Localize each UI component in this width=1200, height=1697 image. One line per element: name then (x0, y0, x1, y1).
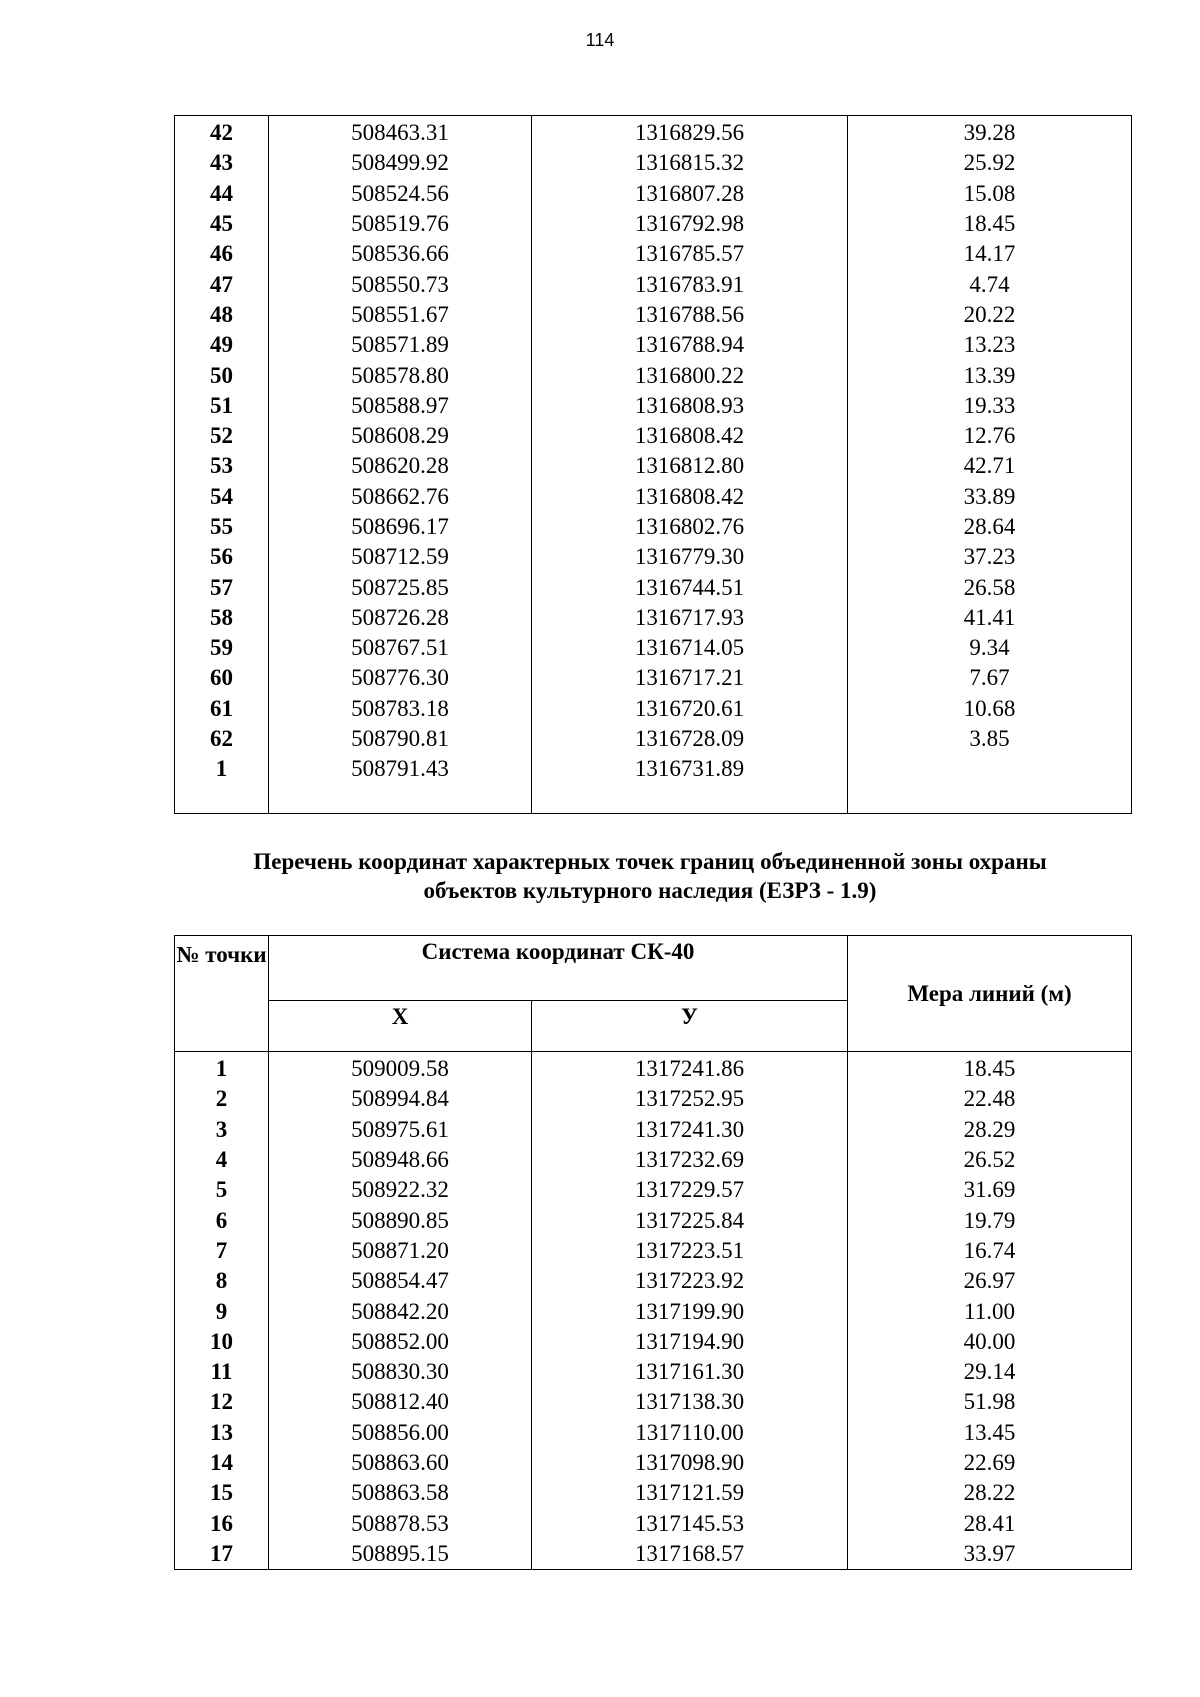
cell-point: 55 (175, 512, 269, 542)
cell-point: 46 (175, 239, 269, 269)
cell-x: 508519.76 (269, 209, 532, 239)
table-row (175, 179, 1132, 209)
cell-length: 25.92 (848, 148, 1132, 178)
cell-point: 17 (175, 1539, 269, 1570)
cell-length: 14.17 (848, 239, 1132, 269)
cell-y: 1316808.42 (532, 482, 848, 512)
table-row (175, 451, 1132, 481)
cell-length: 29.14 (848, 1357, 1132, 1387)
cell-length: 51.98 (848, 1387, 1132, 1417)
table-row (175, 269, 1132, 299)
header-line-length: Мера линий (м) (848, 936, 1132, 1052)
section-title (175, 847, 1125, 905)
table-row (175, 1296, 1132, 1326)
cell-y: 1316720.61 (532, 694, 848, 724)
table-row (175, 1387, 1132, 1417)
cell-length: 19.33 (848, 391, 1132, 421)
cell-y: 1316717.93 (532, 603, 848, 633)
cell-point: 7 (175, 1236, 269, 1266)
cell-point: 43 (175, 148, 269, 178)
cell-point: 9 (175, 1296, 269, 1326)
cell-y: 1317110.00 (532, 1418, 848, 1448)
cell-point: 12 (175, 1387, 269, 1417)
cell-point: 1 (175, 1052, 269, 1085)
cell-x: 508890.85 (269, 1205, 532, 1235)
table-row (175, 1327, 1132, 1357)
cell-y: 1316829.56 (532, 116, 848, 149)
cell-length: 41.41 (848, 603, 1132, 633)
cell-point: 48 (175, 300, 269, 330)
table2-body (175, 1052, 1132, 1570)
cell-point: 50 (175, 360, 269, 390)
cell-point: 59 (175, 633, 269, 663)
table-row (175, 116, 1132, 149)
cell-point: 62 (175, 724, 269, 754)
cell-x: 508791.43 (269, 754, 532, 784)
cell-point: 10 (175, 1327, 269, 1357)
cell-point: 49 (175, 330, 269, 360)
cell-y: 1316714.05 (532, 633, 848, 663)
header-x: X (269, 1001, 532, 1052)
table-row (175, 1508, 1132, 1538)
cell-y: 1317241.30 (532, 1115, 848, 1145)
cell-x: 508499.92 (269, 148, 532, 178)
cell-point: 42 (175, 116, 269, 149)
cell-length: 7.67 (848, 663, 1132, 693)
cell-y: 1317168.57 (532, 1539, 848, 1570)
header-point-number: № точки (175, 936, 269, 1052)
page-number: 114 (585, 30, 615, 50)
cell-x: 508994.84 (269, 1084, 532, 1114)
table-row (175, 1145, 1132, 1175)
table-row (175, 572, 1132, 602)
cell-y: 1317098.90 (532, 1448, 848, 1478)
cell-x: 508812.40 (269, 1387, 532, 1417)
cell-length: 22.48 (848, 1084, 1132, 1114)
cell-y: 1316788.94 (532, 330, 848, 360)
cell-length: 18.45 (848, 209, 1132, 239)
cell-y: 1316788.56 (532, 300, 848, 330)
cell-length: 20.22 (848, 300, 1132, 330)
cell-y: 1316728.09 (532, 724, 848, 754)
cell-length: 42.71 (848, 451, 1132, 481)
cell-y: 1317232.69 (532, 1145, 848, 1175)
cell-x: 508783.18 (269, 694, 532, 724)
cell-x: 508895.15 (269, 1539, 532, 1570)
cell-x: 508776.30 (269, 663, 532, 693)
cell-y: 1317223.51 (532, 1236, 848, 1266)
cell-y: 1316744.51 (532, 572, 848, 602)
cell-x: 508571.89 (269, 330, 532, 360)
cell-length: 22.69 (848, 1448, 1132, 1478)
header-coordinate-system: Система координат СК-40 (269, 936, 848, 1001)
table-row (175, 694, 1132, 724)
cell-x: 508696.17 (269, 512, 532, 542)
cell-length: 16.74 (848, 1236, 1132, 1266)
cell-point: 5 (175, 1175, 269, 1205)
cell-point: 51 (175, 391, 269, 421)
table-row (175, 360, 1132, 390)
cell-y: 1316783.91 (532, 269, 848, 299)
cell-x: 508536.66 (269, 239, 532, 269)
cell-length: 28.22 (848, 1478, 1132, 1508)
cell-length: 10.68 (848, 694, 1132, 724)
cell-x: 508842.20 (269, 1296, 532, 1326)
cell-length: 13.23 (848, 330, 1132, 360)
cell-point: 13 (175, 1418, 269, 1448)
cell-point: 47 (175, 269, 269, 299)
cell-point: 54 (175, 482, 269, 512)
cell-x: 508588.97 (269, 391, 532, 421)
cell-y: 1316731.89 (532, 754, 848, 784)
cell-point: 2 (175, 1084, 269, 1114)
cell-x: 508551.67 (269, 300, 532, 330)
cell-x: 508767.51 (269, 633, 532, 663)
cell-y: 1317241.86 (532, 1052, 848, 1085)
table-row (175, 1478, 1132, 1508)
cell-x: 508620.28 (269, 451, 532, 481)
table-row (175, 1052, 1132, 1085)
cell-y: 1317199.90 (532, 1296, 848, 1326)
cell-x: 508871.20 (269, 1236, 532, 1266)
cell-length: 39.28 (848, 116, 1132, 149)
table-row (175, 512, 1132, 542)
cell-length: 26.58 (848, 572, 1132, 602)
cell-y: 1317121.59 (532, 1478, 848, 1508)
cell-point: 4 (175, 1145, 269, 1175)
table-row (175, 1418, 1132, 1448)
cell-point: 14 (175, 1448, 269, 1478)
table-row (175, 1205, 1132, 1235)
cell-x: 508578.80 (269, 360, 532, 390)
cell-point: 57 (175, 572, 269, 602)
cell-length: 28.64 (848, 512, 1132, 542)
cell-y: 1316808.42 (532, 421, 848, 451)
cell-y: 1316807.28 (532, 179, 848, 209)
cell-y: 1317161.30 (532, 1357, 848, 1387)
cell-x: 508463.31 (269, 116, 532, 149)
cell-x: 508948.66 (269, 1145, 532, 1175)
cell-length: 28.41 (848, 1508, 1132, 1538)
cell-x: 508608.29 (269, 421, 532, 451)
table-row (175, 330, 1132, 360)
cell-x: 508790.81 (269, 724, 532, 754)
cell-x: 508725.85 (269, 572, 532, 602)
table-row (175, 603, 1132, 633)
table-row (175, 724, 1132, 754)
cell-length: 33.97 (848, 1539, 1132, 1570)
cell-point: 45 (175, 209, 269, 239)
cell-x: 508726.28 (269, 603, 532, 633)
cell-y: 1316717.21 (532, 663, 848, 693)
cell-y: 1317225.84 (532, 1205, 848, 1235)
cell-point: 11 (175, 1357, 269, 1387)
cell-length: 13.45 (848, 1418, 1132, 1448)
cell-x: 508662.76 (269, 482, 532, 512)
table-row (175, 482, 1132, 512)
cell-point: 1 (175, 754, 269, 784)
cell-length: 33.89 (848, 482, 1132, 512)
cell-x: 508712.59 (269, 542, 532, 572)
table2-header (175, 936, 1132, 1052)
table-row (175, 1448, 1132, 1478)
cell-point: 6 (175, 1205, 269, 1235)
table-row (175, 239, 1132, 269)
table-row (175, 391, 1132, 421)
cell-point: 61 (175, 694, 269, 724)
cell-y: 1317223.92 (532, 1266, 848, 1296)
table-row (175, 1266, 1132, 1296)
cell-x: 508524.56 (269, 179, 532, 209)
table-row (175, 148, 1132, 178)
table-row (175, 209, 1132, 239)
table-row (175, 1175, 1132, 1205)
coordinates-table-continued (174, 115, 1132, 814)
cell-length: 37.23 (848, 542, 1132, 572)
cell-x: 508550.73 (269, 269, 532, 299)
cell-x: 508878.53 (269, 1508, 532, 1538)
section-title-line2: объектов культурного наследия (ЕЗРЗ - 1.9) (423, 878, 877, 903)
table-row (175, 1357, 1132, 1387)
cell-y: 1317138.30 (532, 1387, 848, 1417)
cell-y: 1316812.80 (532, 451, 848, 481)
cell-y: 1316800.22 (532, 360, 848, 390)
coordinates-table-ezrz (174, 935, 1132, 1570)
cell-length: 28.29 (848, 1115, 1132, 1145)
cell-x: 509009.58 (269, 1052, 532, 1085)
cell-y: 1316815.32 (532, 148, 848, 178)
cell-length: 18.45 (848, 1052, 1132, 1085)
cell-length: 40.00 (848, 1327, 1132, 1357)
cell-length: 19.79 (848, 1205, 1132, 1235)
cell-y: 1316802.76 (532, 512, 848, 542)
table1-body (175, 116, 1132, 785)
cell-length: 4.74 (848, 269, 1132, 299)
table-row (175, 1115, 1132, 1145)
cell-point: 8 (175, 1266, 269, 1296)
table-row (175, 1539, 1132, 1570)
cell-y: 1316792.98 (532, 209, 848, 239)
cell-point: 52 (175, 421, 269, 451)
table-row (175, 421, 1132, 451)
cell-y: 1317252.95 (532, 1084, 848, 1114)
cell-point: 53 (175, 451, 269, 481)
cell-x: 508856.00 (269, 1418, 532, 1448)
cell-length: 13.39 (848, 360, 1132, 390)
header-y: У (532, 1001, 848, 1052)
cell-length: 11.00 (848, 1296, 1132, 1326)
table1-spacer-row (175, 785, 1132, 814)
cell-x: 508975.61 (269, 1115, 532, 1145)
cell-y: 1317194.90 (532, 1327, 848, 1357)
cell-x: 508852.00 (269, 1327, 532, 1357)
cell-length: 12.76 (848, 421, 1132, 451)
cell-point: 15 (175, 1478, 269, 1508)
table-row (175, 1236, 1132, 1266)
section-title-line1: Перечень координат характерных точек границ объединенной зоны охраны (253, 849, 1047, 874)
cell-length: 9.34 (848, 633, 1132, 663)
cell-length: 31.69 (848, 1175, 1132, 1205)
cell-point: 44 (175, 179, 269, 209)
cell-x: 508922.32 (269, 1175, 532, 1205)
cell-point: 58 (175, 603, 269, 633)
table-row (175, 633, 1132, 663)
table-row (175, 1084, 1132, 1114)
cell-x: 508863.60 (269, 1448, 532, 1478)
cell-length (848, 754, 1132, 784)
table-row (175, 754, 1132, 784)
table-row (175, 542, 1132, 572)
cell-x: 508854.47 (269, 1266, 532, 1296)
cell-y: 1317145.53 (532, 1508, 848, 1538)
cell-point: 56 (175, 542, 269, 572)
table-row (175, 300, 1132, 330)
cell-y: 1316785.57 (532, 239, 848, 269)
cell-point: 16 (175, 1508, 269, 1538)
cell-y: 1316779.30 (532, 542, 848, 572)
cell-length: 3.85 (848, 724, 1132, 754)
cell-point: 60 (175, 663, 269, 693)
cell-length: 26.52 (848, 1145, 1132, 1175)
cell-x: 508830.30 (269, 1357, 532, 1387)
cell-x: 508863.58 (269, 1478, 532, 1508)
cell-y: 1317229.57 (532, 1175, 848, 1205)
cell-y: 1316808.93 (532, 391, 848, 421)
cell-point: 3 (175, 1115, 269, 1145)
cell-length: 26.97 (848, 1266, 1132, 1296)
cell-length: 15.08 (848, 179, 1132, 209)
table-row (175, 663, 1132, 693)
